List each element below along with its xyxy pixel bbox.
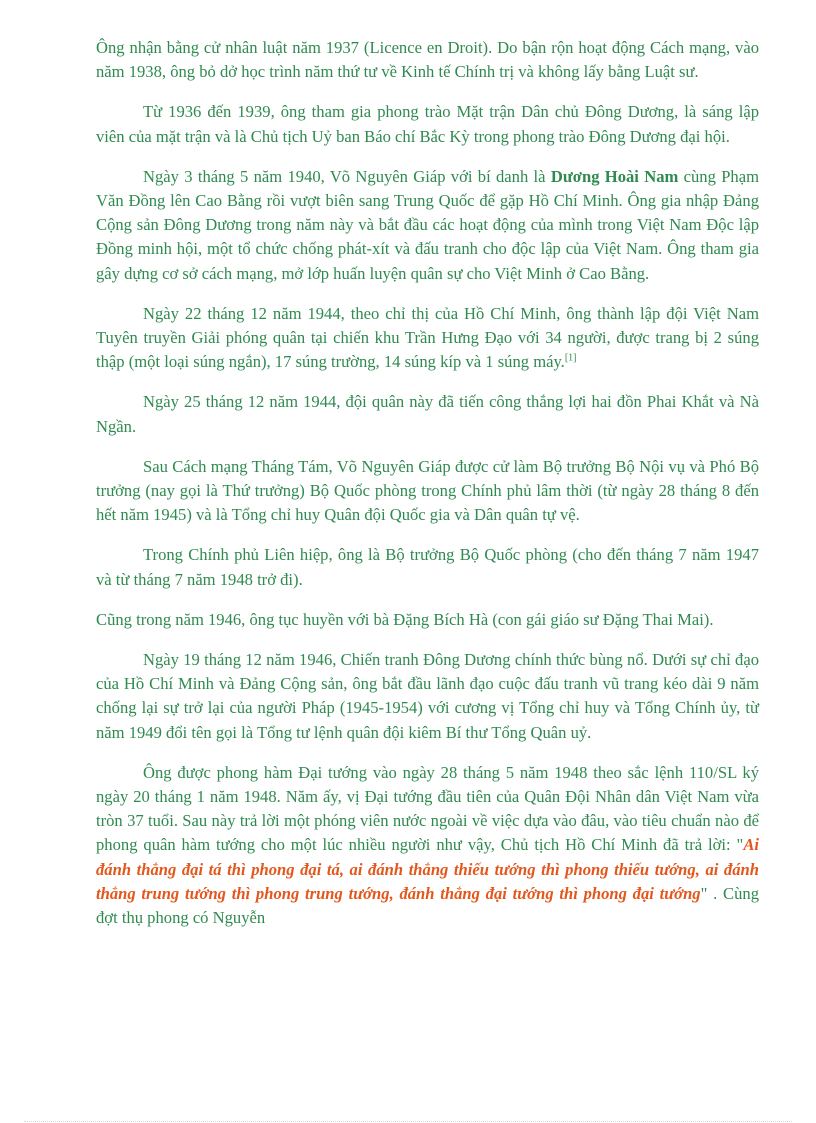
paragraph-text: Cũng trong năm 1946, ông tục huyền với bà Đặng Bích Hà (con gái giáo sư Đặng Thai Mai). bbox=[96, 609, 714, 629]
paragraph-text-after: " . Cùng đợt thụ phong có Nguyễn bbox=[96, 883, 759, 928]
paragraph-marriage bbox=[96, 608, 759, 632]
document-page bbox=[96, 36, 759, 946]
paragraph-text: Ông nhận bằng cử nhân luật năm 1937 (Licence en Droit). Do bận rộn hoạt động Cách mạng, vào năm 1938, ông bỏ dở học trình năm thứ tư về Kinh tế Chính trị và không lấy bằng Luật sư. bbox=[96, 38, 759, 82]
paragraph-text: Từ 1936 đến 1939, ông tham gia phong trào Mặt trận Dân chủ Đông Dương, là sáng lập viên của mặt trận và là Chủ tịch Uỷ ban Báo chí Bắc Kỳ trong phong trào Đông Dương đại hội. bbox=[96, 102, 759, 146]
paragraph-indochina-war bbox=[96, 648, 759, 745]
page-bottom-divider bbox=[24, 1121, 792, 1122]
paragraph-text: Ngày 19 tháng 12 năm 1946, Chiến tranh Đông Dương chính thức bùng nổ. Dưới sự chỉ đạo của Hồ Chí Minh và Đảng Cộng sản, ông bắt đầu lãnh đạo cuộc đấu tranh vũ trang kéo dài 9 năm chống lại sự trở lại của người Pháp (1945-1954) với cương vị Tổng chỉ huy và Tổng Chính ủy, từ năm 1949 đổi tên gọi là Tổng tư lệnh quân đội kiêm Bí thư Tổng Quân uỷ. bbox=[96, 650, 759, 742]
paragraph-text-after: cùng Phạm Văn Đồng lên Cao Bằng rồi vượt biên sang Trung Quốc để gặp Hồ Chí Minh. Ông gia nhập Đảng Cộng sản Đông Dương trong năm này và bắt đầu các hoạt động của mình trong Việt Nam Độc lập Đồng minh hội, một tổ chức chống phát-xít và đấu tranh cho độc lập của Việt Nam. Ông tham gia gây dựng cơ sở cách mạng, mở lớp huấn luyện quân sự cho Việt Minh ở Cao Bằng. bbox=[96, 166, 759, 283]
paragraph-text: Ngày 25 tháng 12 năm 1944, đội quân này đã tiến công thắng lợi hai đồn Phai Khắt và Nà Ngần. bbox=[96, 392, 759, 436]
paragraph-general-rank bbox=[96, 761, 759, 930]
ho-chi-minh-quote: Ai đánh thắng đại tá thì phong đại tá, ai đánh thắng thiếu tướng thì phong thiếu tướng, ai đánh thắng trung tướng thì phong trung tướng, đánh thắng đại tướng thì phong đại tướng bbox=[96, 835, 759, 903]
paragraph-text-before: Ông được phong hàm Đại tướng vào ngày 28 tháng 5 năm 1948 theo sắc lệnh 110/SL ký ngày 20 tháng 1 năm 1948. Năm ấy, vị Đại tướng đầu tiên của Quân Đội Nhân dân Việt Nam vừa tròn 37 tuổi. Sau này trả lời một phóng viên nước ngoài về việc dựa vào đâu, vào tiêu chuẩn nào để phong quân hàm tướng cho một lúc nhiều người như vậy, Chủ tịch Hồ Chí Minh đã trả lời: " bbox=[96, 762, 759, 855]
paragraph-cao-bang-1940 bbox=[96, 165, 759, 286]
paragraph-text: Ngày 22 tháng 12 năm 1944, theo chỉ thị của Hồ Chí Minh, ông thành lập đội Việt Nam Tuyên truyền Giải phóng quân tại chiến khu Trần Hưng Đạo với 34 người, được trang bị 2 súng thập (một loại súng ngắn), 17 súng trường, 14 súng kíp và 1 súng máy. bbox=[96, 303, 759, 372]
paragraph-law-degree bbox=[96, 36, 759, 84]
paragraph-text: Sau Cách mạng Tháng Tám, Võ Nguyên Giáp được cử làm Bộ trưởng Bộ Nội vụ và Phó Bộ trưởng (nay gọi là Thứ trưởng) Bộ Quốc phòng trong Chính phủ lâm thời (từ ngày 28 tháng 8 đến hết năm 1945) và là Tổng chỉ huy Quân đội Quốc gia và Dân quân tự vệ. bbox=[96, 456, 759, 525]
paragraph-coalition-government bbox=[96, 543, 759, 591]
alias-name-bold: Dương Hoài Nam bbox=[550, 166, 679, 186]
footnote-link[interactable]: [1] bbox=[564, 352, 577, 364]
paragraph-august-revolution bbox=[96, 455, 759, 528]
paragraph-propaganda-army bbox=[96, 302, 759, 375]
paragraph-popular-front bbox=[96, 100, 759, 148]
paragraph-first-victory bbox=[96, 390, 759, 438]
paragraph-text: Trong Chính phủ Liên hiệp, ông là Bộ trưởng Bộ Quốc phòng (cho đến tháng 7 năm 1947 và từ tháng 7 năm 1948 trở đi). bbox=[96, 545, 759, 589]
paragraph-text-before: Ngày 3 tháng 5 năm 1940, Võ Nguyên Giáp với bí danh là bbox=[143, 166, 551, 186]
